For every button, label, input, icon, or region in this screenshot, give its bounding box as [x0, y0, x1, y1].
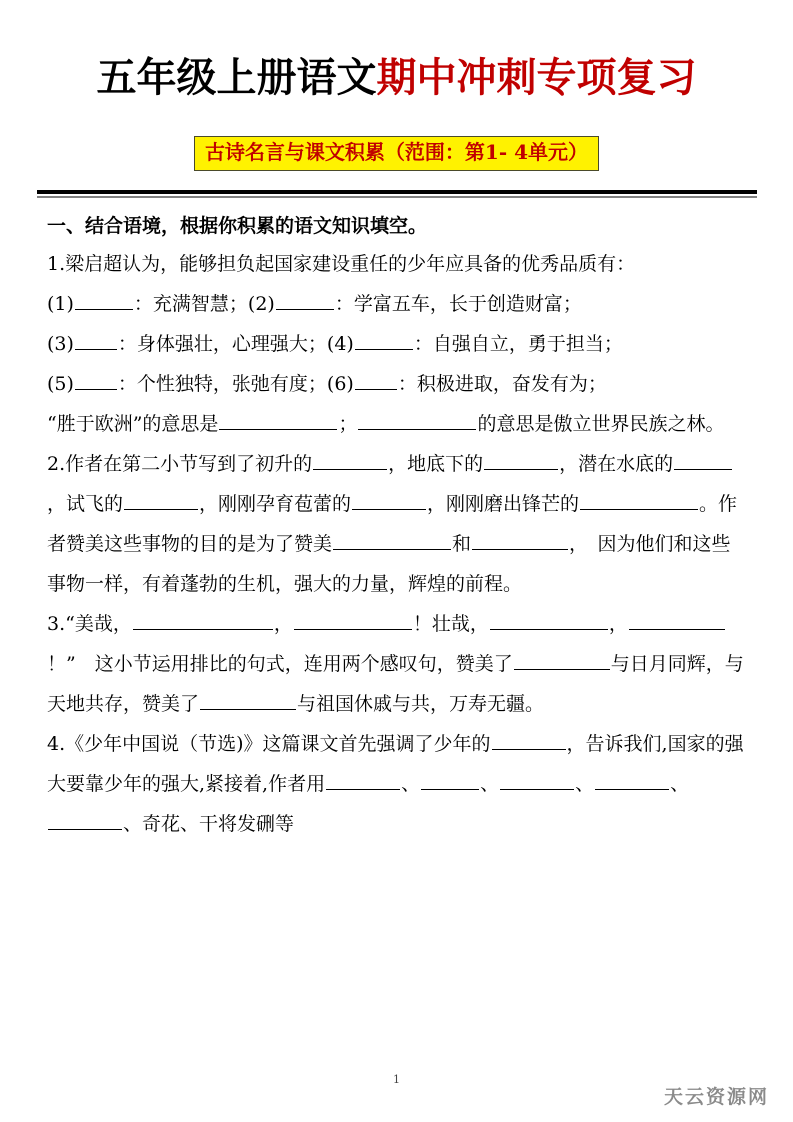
answer-blank[interactable] [200, 690, 296, 710]
page-title [0, 56, 793, 100]
answer-blank[interactable] [313, 450, 387, 470]
answer-blank[interactable] [355, 370, 397, 390]
answer-blank[interactable] [75, 370, 117, 390]
answer-blank[interactable] [294, 610, 412, 630]
subtitle-banner [0, 136, 793, 171]
answer-blank[interactable] [492, 730, 566, 750]
question-1-line-2: (1) ：充满智慧；(2) ：学富五车，长于创造财富； [47, 284, 747, 324]
answer-blank[interactable] [358, 410, 476, 430]
answer-blank[interactable] [595, 770, 669, 790]
answer-blank[interactable] [124, 490, 198, 510]
answer-blank[interactable] [48, 810, 122, 830]
question-1-line-5: “胜于欧洲”的意思是 ； 的意思是傲立世界民族之林。 [47, 404, 747, 444]
answer-blank[interactable] [133, 610, 273, 630]
page-number: 1 [393, 1073, 400, 1086]
answer-blank[interactable] [75, 330, 117, 350]
question-3: 3.“美哉， ， ！壮哉， ，！” 这小节运用排比的句式，连用两个感叹句，赞美了 与日月同辉，与天地共存，赞美了 与祖国休戚与共，万寿无疆。 [47, 604, 747, 724]
answer-blank[interactable] [484, 450, 558, 470]
subtitle-box [194, 136, 599, 171]
question-1-line-3: (3) ：身体强壮，心理强大；(4) ：自强自立，勇于担当； [47, 324, 747, 364]
answer-blank[interactable] [629, 610, 725, 630]
answer-blank[interactable] [514, 650, 610, 670]
answer-blank[interactable] [472, 530, 568, 550]
answer-blank[interactable] [333, 530, 451, 550]
divider-thick [37, 190, 757, 194]
answer-blank[interactable] [352, 490, 426, 510]
answer-blank[interactable] [75, 290, 133, 310]
divider-thin [37, 196, 757, 198]
answer-blank[interactable] [219, 410, 337, 430]
answer-blank[interactable] [355, 330, 413, 350]
answer-blank[interactable] [674, 450, 732, 470]
title-black-part: 五年级上册语文 [96, 55, 377, 101]
worksheet-body [47, 212, 747, 844]
question-4: 4.《少年中国说（节选)》这篇课文首先强调了少年的 ，告诉我们,国家的强大要靠少年的强大,紧接着,作者用 、 、 、 、、奇花、干将发硎等 [47, 724, 747, 844]
section-heading-1: 一、结合语境，根据你积累的语文知识填空。 [47, 215, 428, 237]
answer-blank[interactable] [326, 770, 400, 790]
subtitle-text: 古诗名言与课文积累（范围：第1- 4单元） [204, 140, 589, 164]
answer-blank[interactable] [500, 770, 574, 790]
answer-blank[interactable] [580, 490, 698, 510]
title-red-part: 期中冲刺专项复习 [376, 55, 697, 101]
watermark: 天云资源网 [664, 1086, 770, 1108]
answer-blank[interactable] [276, 290, 334, 310]
question-2: 2.作者在第二小节写到了初升的 ，地底下的 ，潜在水底的，试飞的 ，刚刚孕育苞蕾的 ，刚刚磨出锋芒的 。作者赞美这些事物的目的是为了赞美 和 ， 因为他们和这些事物一样，有着蓬勃的生机，强大的力量，辉煌的前程。 [47, 444, 747, 604]
question-1-line-1: 1.梁启超认为，能够担负起国家建设重任的少年应具备的优秀品质有： [47, 253, 636, 276]
question-1-line-4: (5) ：个性独特，张弛有度；(6) ：积极进取，奋发有为； [47, 364, 747, 404]
answer-blank[interactable] [490, 610, 608, 630]
answer-blank[interactable] [421, 770, 479, 790]
